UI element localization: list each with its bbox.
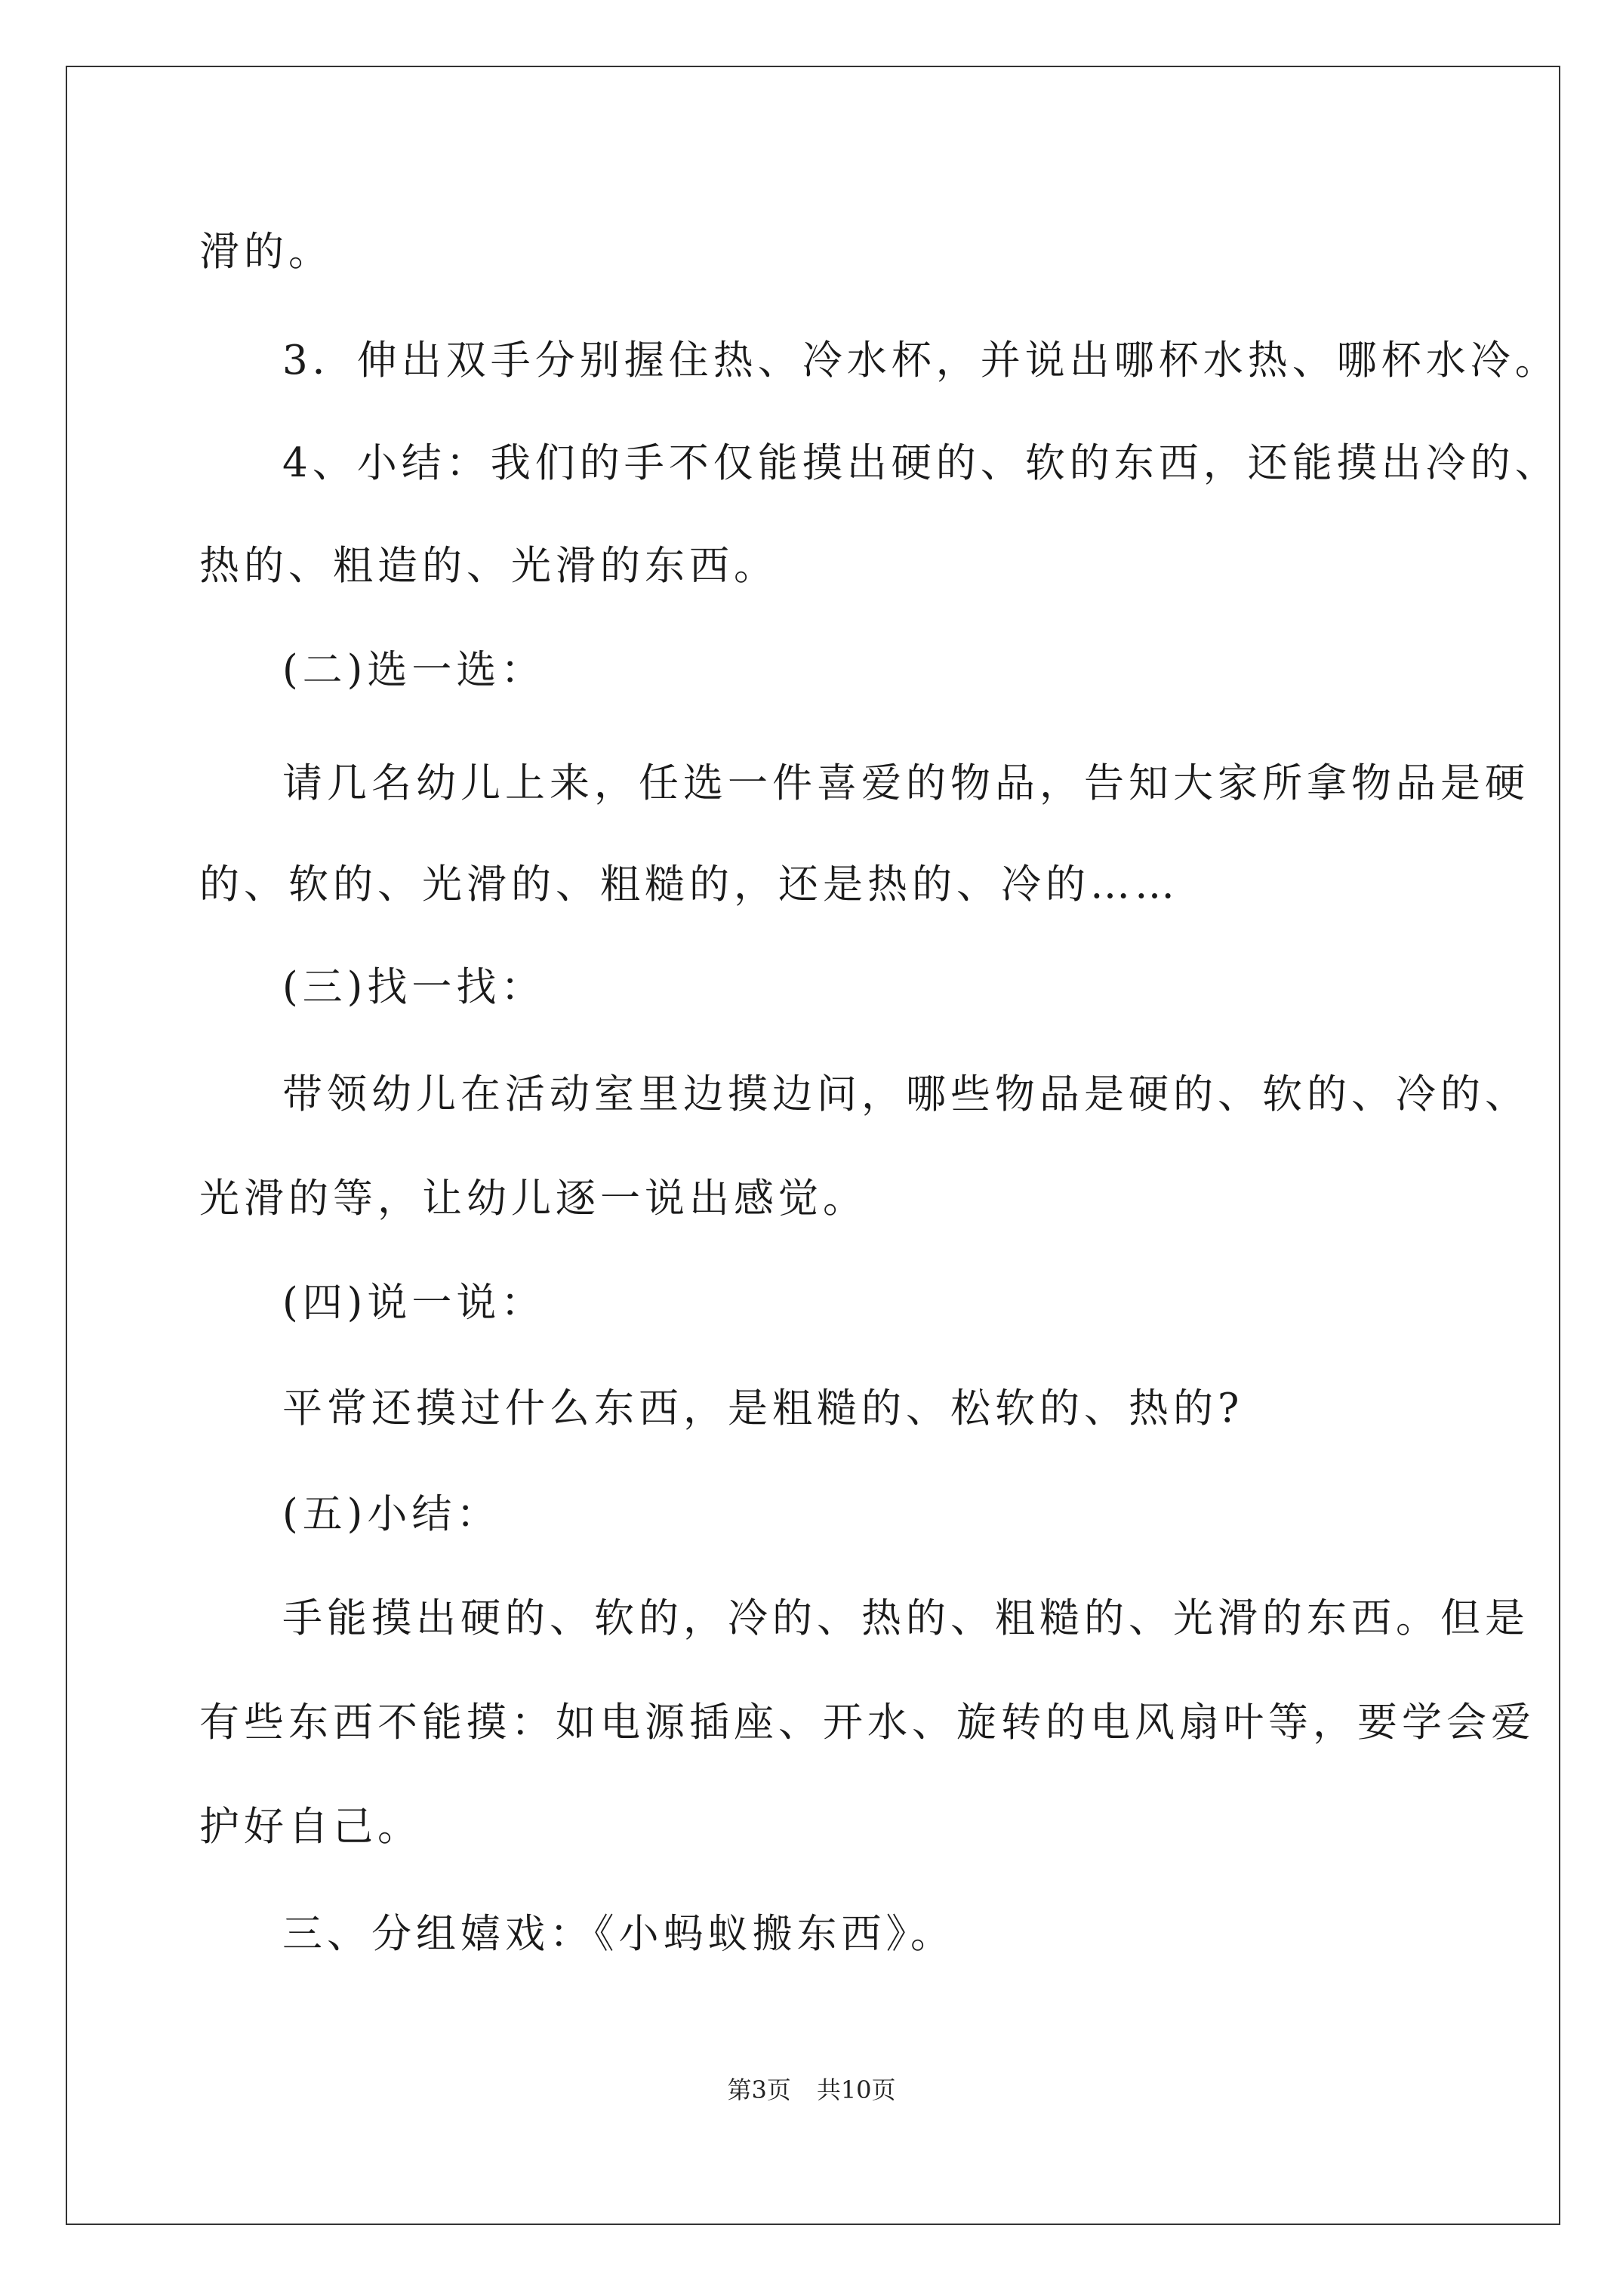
paragraph-line: 3．伸出双手分别握住热、冷水杯，并说出哪杯水热、哪杯水冷。 bbox=[282, 337, 1560, 384]
page-border bbox=[66, 66, 1560, 2225]
section-heading: (五)小结： bbox=[282, 1491, 501, 1537]
paragraph-line: 滑的。 bbox=[199, 229, 333, 275]
paragraph-line: 带领幼儿在活动室里边摸边问，哪些物品是硬的、软的、冷的、 bbox=[282, 1071, 1529, 1117]
paragraph-line: 护好自己。 bbox=[199, 1804, 422, 1850]
section-heading: (二)选一选： bbox=[282, 647, 546, 693]
paragraph-line: 4、小结：我们的手不仅能摸出硬的、软的东西，还能摸出冷的、 bbox=[282, 440, 1560, 486]
paragraph-line: 有些东西不能摸：如电源插座、开水、旋转的电风扇叶等，要学会爱 bbox=[199, 1700, 1535, 1746]
paragraph-line: 的、软的、光滑的、粗糙的，还是热的、冷的…… bbox=[199, 861, 1179, 908]
paragraph-line: 热的、粗造的、光滑的东西。 bbox=[199, 543, 778, 589]
page-footer bbox=[0, 2075, 1623, 2105]
paragraph-line: 平常还摸过什么东西，是粗糙的、松软的、热的? bbox=[282, 1385, 1244, 1432]
page-number: 第3页 bbox=[727, 2076, 791, 2104]
section-heading: 三、分组嬉戏：《小蚂蚁搬东西》。 bbox=[282, 1911, 955, 1957]
paragraph-line: 请几名幼儿上来，任选一件喜爱的物品，告知大家所拿物品是硬 bbox=[282, 760, 1529, 806]
page-total: 共10页 bbox=[816, 2076, 896, 2104]
section-heading: (三)找一找： bbox=[282, 964, 546, 1010]
paragraph-line: 光滑的等，让幼儿逐一说出感觉。 bbox=[199, 1176, 867, 1222]
paragraph-line: 手能摸出硬的、软的，冷的、热的、粗糙的、光滑的东西。但是 bbox=[282, 1595, 1529, 1641]
section-heading: (四)说一说： bbox=[282, 1280, 546, 1326]
